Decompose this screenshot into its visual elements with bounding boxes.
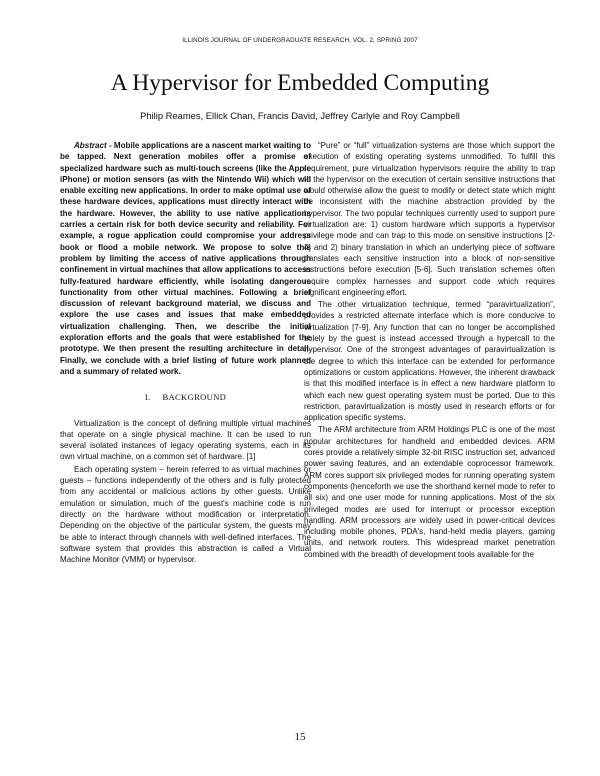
author-list: Philip Reames, Ellick Chan, Francis David, Jeffrey Carlyle and Roy Campbell	[140, 110, 460, 121]
journal-header: ILLINOIS JOURNAL OF UNDERGRADUATE RESEARCH, VOL. 2, SPRING 2007	[182, 37, 418, 44]
paper-title: A Hypervisor for Embedded Computing	[110, 70, 490, 96]
left-column	[60, 140, 311, 565]
body-paragraph: “Pure” or “full” virtualization systems are those which support the execution of existing operating systems unmodified. To fulfill this requirement, pure virtualization hypervisors require the ability to trap to the hypervisor on the execution of certain sensitive instructions that would otherwise allow the guest to modify or detect state which might be inconsistent with the machine abstraction provided by the hypervisor. The two popular techniques currently used to support pure virtualization are: 1) custom hardware which supports a hypervisor privilege mode and can trap to this mode on sensitive instructions [2-4] and 2) binary translation in which an underlying piece of software translates each sensitive instruction into a block of non-sensitive instructions before execution [5-6]. Such translation schemes often require complex harnesses and support code which requires significant engineering effort.	[304, 141, 555, 297]
abstract: Abstract - Mobile applications are a nascent market waiting to be tapped. Next generation mobiles offer a promise of specialized hardware such as multi-touch screens (like the Apple iPhone) or motion sensors (as with the Nintendo Wii) which will enable exciting new applications. In order to make optimal use of these hardware devices, applications must directly interact with the hardware. However, the ability to use native applications carries a certain risk for both device security and reliability. For example, a rogue application could compromise your address book or flood a mobile network. We propose to solve this problem by limiting the access of native applications through confinement in virtual machines that allow applications to access fully-featured hardware efficiently, while isolating dangerous functionality from other virtual machines. Following a brief discussion of relevant background material, we discuss and explore the use cases and issues that make embedded virtualization challenging. Then, we describe the initial exploration efforts and the goals that were established for the prototype. We then present the resulting architecture in detail. Finally, we conclude with a brief listing of future work planned and a summary of related work.	[60, 141, 311, 376]
body-paragraph: Each operating system – herein referred to as virtual machines or guests – functions independently of the others and is fully protected from any accidental or malicious actions by other guests. Unlike emulation or simulation, much of the guest's machine code is run directly on the hardware without modification or interpretation. Depending on the objective of the particular system, the guests may be able to interact through channels with well-defined interfaces. The software system that provides this abstraction is called a Virtual Machine Monitor (VMM) or hypervisor.	[60, 464, 311, 565]
section-number: I.	[144, 392, 151, 403]
section-heading-background	[60, 392, 311, 403]
abstract-label: Abstract	[74, 141, 107, 150]
body-paragraph: The other virtualization technique, termed “paravirtualization”, provides a restricted alternate interface which is more conducive to virtualization [7-9]. Any function that can no longer be accomplished solely by the guest is instead accessed through a hypercall to the hypervisor. One of the strongest advantages of paravirtualization is the degree to which this interface can be extended for performance optimizations or custom applications. However, the inherent drawback is that this modified interface is in effect a new hardware platform to which each new guest operating system must be ported. Due to this restriction, paravirtualization is mostly used in research efforts or for application specific systems.	[304, 300, 555, 423]
body-paragraph: The ARM architecture from ARM Holdings PLC is one of the most popular architectures for handheld and embedded devices. ARM cores provide a relatively simple 32-bit RISC instruction set, advanced power saving features, and an extendable coprocessor framework. ARM cores support six privileged modes for running operating system components (henceforth we use the shorthand kernel mode to refer to all six) and one user mode for running applications. Most of the six privileged modes are used for interrupt or processor exception handling. ARM processors are widely used in power-critical devices including mobile phones, PDA's, hand-held media players, gaming units, and network routers. This widespread market penetration combined with the breadth of development tools available for the	[304, 425, 555, 559]
right-column	[304, 140, 555, 560]
abstract-text: Mobile applications are a nascent market waiting to be tapped. Next generation mobiles offer a promise of specialized hardware such as multi-touch screens (like the Apple iPhone) or motion sensors (as with the Nintendo Wii) which will enable exciting new applications. In order to make optimal use of these hardware devices, applications must directly interact with the hardware. However, the ability to use native applications carries a certain risk for both device security and reliability. For example, a rogue application could compromise your address book or flood a mobile network. We propose to solve this problem by limiting the access of native applications through confinement in virtual machines that allow applications to access fully-featured hardware efficiently, while isolating dangerous functionality from other virtual machines. Following a brief discussion of relevant background material, we discuss and explore the use cases and issues that make embedded virtualization challenging. Then, we describe the initial exploration efforts and the goals that were established for the prototype. We then present the resulting architecture in detail. Finally, we conclude with a brief listing of future work planned and a summary of related work.	[60, 141, 311, 376]
page-number: 15	[294, 731, 306, 743]
body-paragraph: Virtualization is the concept of defining multiple virtual machines that operate on a single physical machine. It can be used to run several isolated instances of legacy operating systems, each in its own virtual machine, on a common set of hardware. [1]	[60, 418, 311, 462]
section-title: BACKGROUND	[162, 392, 227, 403]
